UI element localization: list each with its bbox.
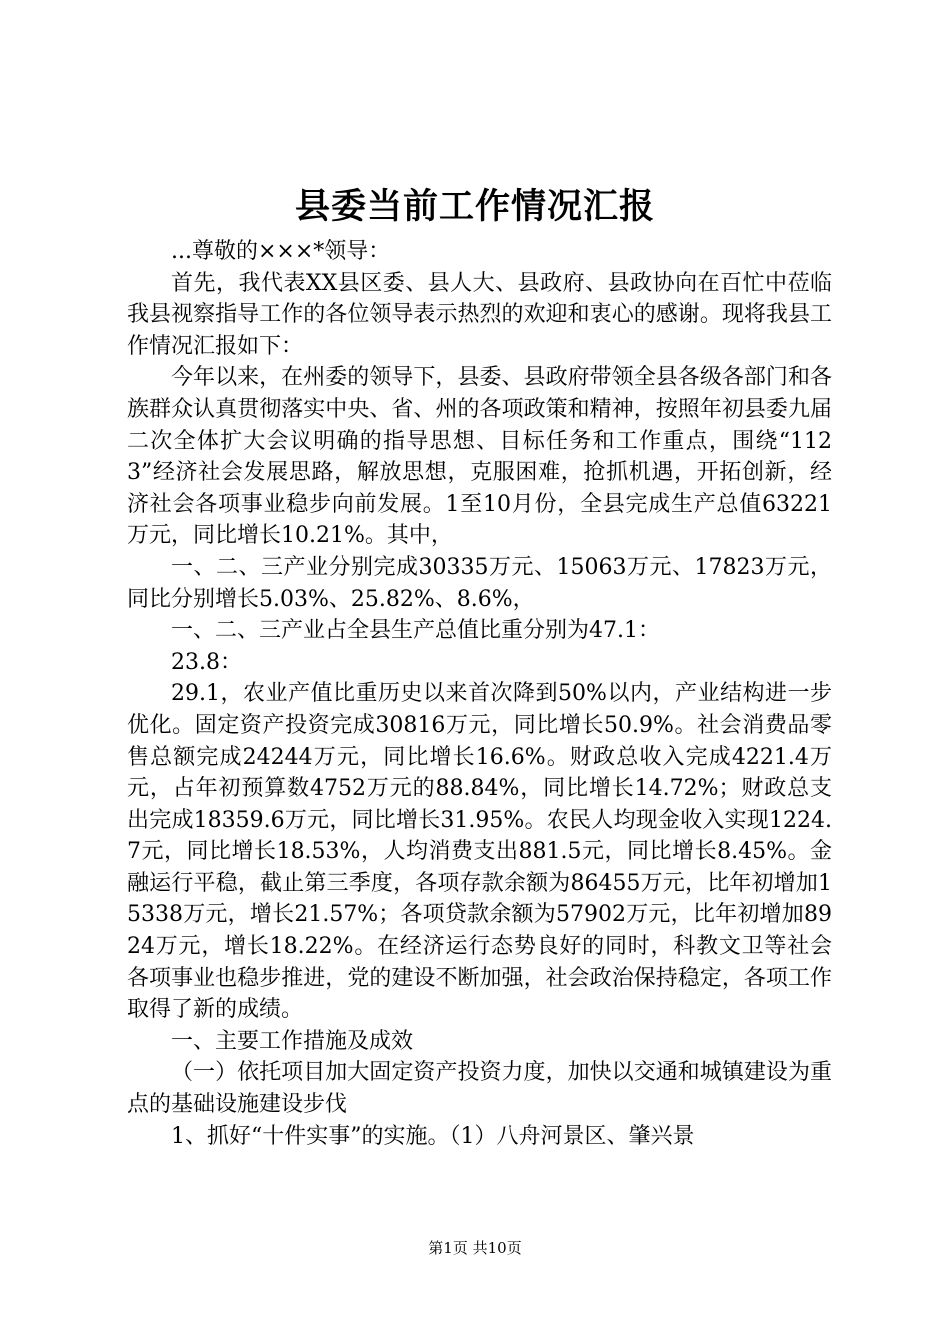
intro-paragraph: 首先，我代表XX县区委、县人大、县政府、县政协向在百忙中莅临我县视察指导工作的各位领导表示热烈的欢迎和衷心的感谢。现将我县工作情况汇报如下： bbox=[127, 270, 832, 359]
industry-ratio-paragraph: 一、二、三产业占全县生产总值比重分别为47.1： bbox=[171, 618, 660, 644]
item-ten-practical-matters: 1、抓好“十件实事”的实施。（1）八舟河景区、肇兴景 bbox=[171, 1123, 695, 1149]
document-body bbox=[127, 236, 832, 1152]
page-footer: 第1页 共10页 bbox=[428, 1239, 522, 1257]
economic-indicators-paragraph: 29.1，农业产值比重历史以来首次降到50%以内，产业结构进一步优化。固定资产投资完成30816万元，同比增长50.9%。社会消费品零售总额完成24244万元，同比增长16.6%。财政总收入完成4221.4万元，占年初预算数4752万元的88.84%，同比增长14.72%；财政总支出完成18359.6万元，同比增长31.95%。农民人均现金收入实现1224.7元，同比增长18.53%，人均消费支出881.5元，同比增长8.45%。金融运行平稳，截止第三季度，各项存款余额为86455万元，比年初增加15338万元，增长21.57%；各项贷款余额为57902万元，比年初增加8924万元，增长18.22%。在经济运行态势良好的同时，科教文卫等社会各项事业也稳步推进，党的建设不断加强，社会政治保持稳定，各项工作取得了新的成绩。 bbox=[127, 681, 832, 1023]
industry-output-paragraph: 一、二、三产业分别完成30335万元、15063万元、17823万元，同比分别增长5.03%、25.82%、8.6%， bbox=[127, 554, 832, 612]
ratio-continuation-paragraph: 23.8： bbox=[171, 649, 242, 675]
section-heading-main-measures: 一、主要工作措施及成效 bbox=[171, 1028, 414, 1054]
overview-paragraph: 今年以来，在州委的领导下，县委、县政府带领全县各级各部门和各族群众认真贯彻落实中央、省、州的各项政策和精神，按照年初县委九届二次全体扩大会议明确的指导思想、目标任务和工作重点，围绕“1123”经济社会发展思路，解放思想，克服困难，抢抓机遇，开拓创新，经济社会各项事业稳步向前发展。1至10月份，全县完成生产总值63221万元，同比增长10.21%。其中， bbox=[127, 365, 832, 549]
document-title: 县委当前工作情况汇报 bbox=[294, 186, 655, 227]
salutation-paragraph: ...尊敬的×××*领导： bbox=[171, 239, 391, 264]
subsection-heading-investment: （一）依托项目加大固定资产投资力度，加快以交通和城镇建设为重点的基础设施建设步伐 bbox=[127, 1060, 832, 1118]
